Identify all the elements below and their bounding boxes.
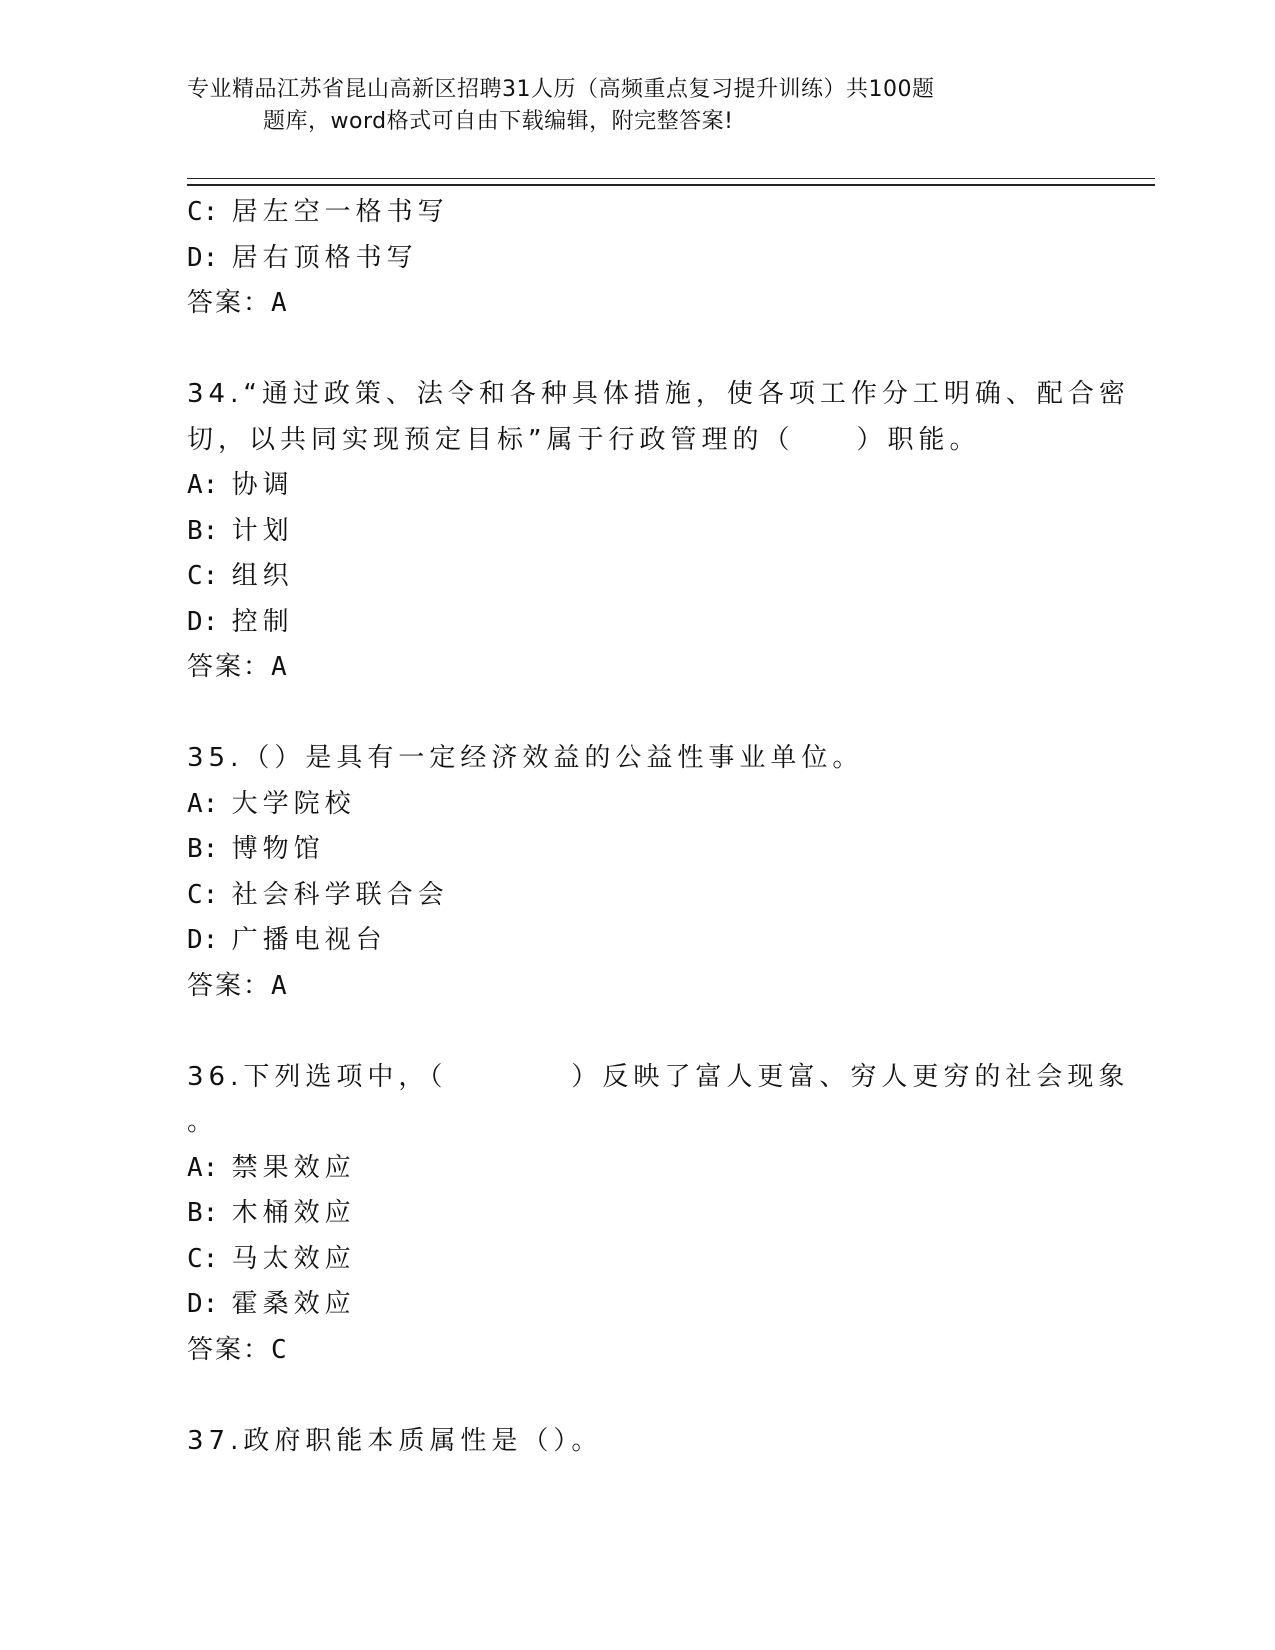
question-text: 37.政府职能本质属性是（）。	[187, 1425, 603, 1456]
option-text: 协调	[231, 470, 294, 500]
option-key: D:	[187, 1289, 219, 1319]
answer-line	[187, 281, 1107, 327]
option-b	[187, 827, 1107, 873]
header-title-line1: 专业精品江苏省昆山高新区招聘31人历（高频重点复习提升训练）共100题	[187, 77, 935, 102]
option-text: 木桶效应	[231, 1198, 356, 1228]
answer-value: A	[271, 970, 289, 1001]
answer-label: 答案：	[187, 1334, 272, 1365]
answer-value: C	[271, 1334, 289, 1365]
option-c	[187, 554, 1107, 600]
prev-question-options	[187, 190, 1107, 327]
option-key: D:	[187, 925, 219, 955]
answer-line	[187, 645, 1107, 691]
option-d	[187, 1282, 1107, 1328]
question-text-cont: 切，以共同实现预定目标”属于行政管理的（ ）职能。	[187, 424, 981, 455]
answer-line	[187, 964, 1107, 1010]
option-key: D:	[187, 606, 219, 637]
option-text: 博物馆	[231, 834, 325, 864]
question-36	[187, 1055, 1130, 1374]
option-key: A:	[187, 1152, 219, 1183]
question-text: 34.“通过政策、法令和各种具体措施，使各项工作分工明确、配合密	[187, 379, 1130, 409]
spacer	[187, 1009, 1107, 1055]
option-text: 居右顶格书写	[231, 242, 418, 273]
option-key: B:	[187, 834, 219, 864]
page-header	[187, 74, 1067, 138]
option-d	[187, 236, 1107, 282]
question-35	[187, 736, 1107, 1009]
option-key: A:	[187, 788, 219, 819]
option-text: 控制	[231, 606, 294, 637]
option-key: B:	[187, 515, 219, 546]
option-text: 广播电视台	[231, 925, 387, 955]
question-text-cont: 。	[187, 1107, 219, 1137]
option-b	[187, 509, 1107, 555]
option-text: 马太效应	[231, 1243, 356, 1274]
option-c	[187, 1237, 1107, 1283]
option-text: 大学院校	[231, 788, 356, 819]
option-d	[187, 918, 1107, 964]
spacer	[187, 1373, 1107, 1419]
answer-label: 答案：	[187, 652, 272, 682]
option-text: 计划	[231, 515, 294, 546]
option-text: 霍桑效应	[231, 1289, 356, 1319]
option-b	[187, 1191, 1107, 1237]
answer-value: A	[271, 652, 289, 682]
option-text: 禁果效应	[231, 1152, 356, 1183]
option-key: C:	[187, 1243, 219, 1274]
option-a	[187, 782, 1107, 828]
answer-label: 答案：	[187, 288, 272, 318]
option-a	[187, 463, 1107, 509]
option-text: 社会科学联合会	[231, 879, 449, 910]
answer-label: 答案：	[187, 970, 272, 1001]
option-c	[187, 873, 1107, 919]
answer-value: A	[271, 288, 289, 318]
option-d	[187, 600, 1107, 646]
option-key: D:	[187, 242, 219, 273]
answer-line	[187, 1328, 1107, 1374]
option-text: 居左空一格书写	[231, 197, 449, 227]
question-text: 35.（）是具有一定经济效益的公益性事业单位。	[187, 743, 864, 773]
option-text: 组织	[231, 561, 294, 591]
option-a	[187, 1146, 1107, 1192]
option-c	[187, 190, 1107, 236]
spacer	[187, 327, 1107, 373]
question-34	[187, 372, 1130, 691]
spacer	[187, 691, 1107, 737]
option-key: C:	[187, 561, 219, 591]
question-37	[187, 1419, 1107, 1465]
question-text: 36.下列选项中，（ ）反映了富人更富、穷人更穷的社会现象	[187, 1061, 1130, 1092]
header-title-line2: 题库，word格式可自由下载编辑，附完整答案!	[263, 109, 734, 134]
option-key: C:	[187, 197, 219, 227]
option-key: B:	[187, 1198, 219, 1228]
header-divider	[187, 178, 1155, 186]
option-key: C:	[187, 879, 219, 910]
question-content	[187, 190, 1130, 1464]
option-key: A:	[187, 470, 219, 500]
